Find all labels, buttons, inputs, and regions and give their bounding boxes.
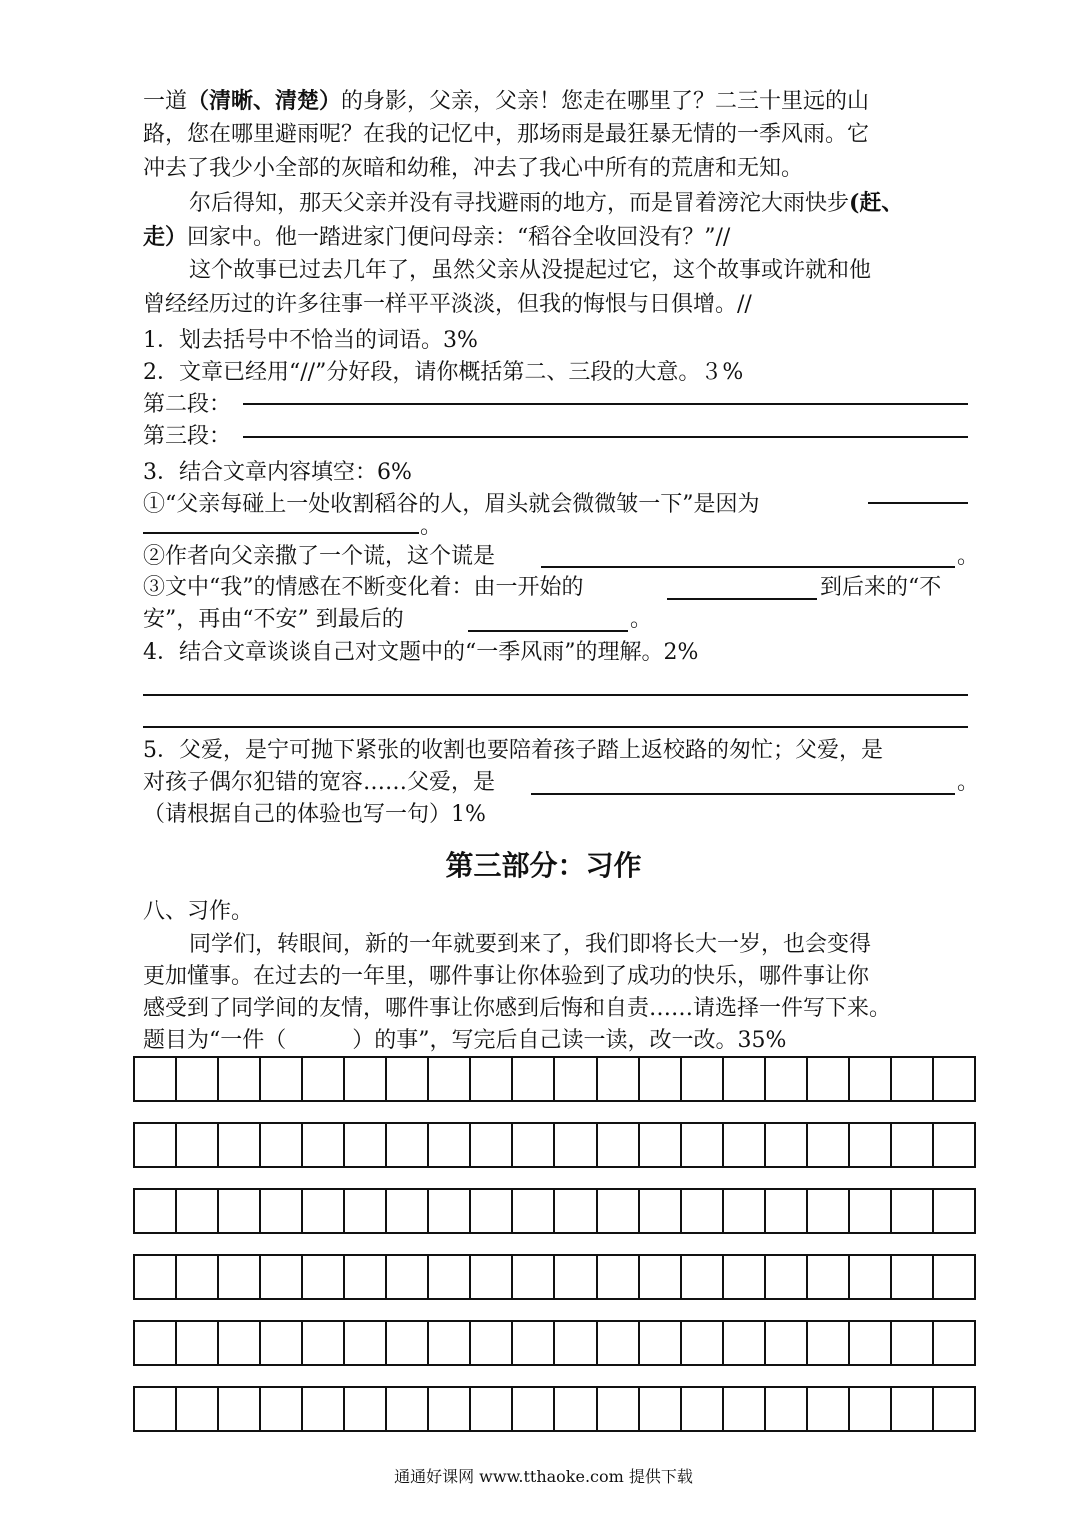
passage-text: 尔后得知，那天父亲并没有寻找避雨的地方，而是冒着滂沱大雨快步 xyxy=(189,191,850,216)
grid-cell[interactable] xyxy=(640,1058,682,1100)
grid-cell[interactable] xyxy=(345,1124,387,1166)
grid-cell[interactable] xyxy=(471,1124,513,1166)
grid-cell[interactable] xyxy=(640,1124,682,1166)
grid-cell[interactable] xyxy=(598,1256,640,1298)
grid-cell[interactable] xyxy=(345,1388,387,1430)
grid-cell[interactable] xyxy=(640,1322,682,1364)
answer-line-q4a[interactable] xyxy=(143,694,968,696)
grid-cell[interactable] xyxy=(598,1124,640,1166)
grid-cell[interactable] xyxy=(808,1388,850,1430)
grid-cell[interactable] xyxy=(640,1388,682,1430)
grid-cell[interactable] xyxy=(177,1124,219,1166)
question-5-line-2: 对孩子偶尔犯错的宽容……父爱，是 xyxy=(143,770,496,795)
grid-cell[interactable] xyxy=(682,1256,724,1298)
grid-cell[interactable] xyxy=(555,1388,597,1430)
grid-row[interactable] xyxy=(133,1386,976,1432)
passage-text: 的身影，父亲，父亲！您走在哪里了？二三十里远的山 xyxy=(341,89,870,114)
grid-cell[interactable] xyxy=(640,1256,682,1298)
grid-cell[interactable] xyxy=(892,1190,934,1232)
essay-heading: 八、习作。 xyxy=(143,899,254,924)
grid-cell[interactable] xyxy=(850,1256,892,1298)
grid-cell[interactable] xyxy=(261,1322,303,1364)
grid-cell[interactable] xyxy=(934,1190,974,1232)
grid-cell[interactable] xyxy=(471,1190,513,1232)
grid-cell[interactable] xyxy=(555,1124,597,1166)
question-3-1: ①“父亲每碰上一处收割稻谷的人，眉头就会微微皱一下”是因为 xyxy=(143,492,760,517)
grid-cell[interactable] xyxy=(724,1190,766,1232)
grid-cell[interactable] xyxy=(345,1058,387,1100)
grid-cell[interactable] xyxy=(682,1388,724,1430)
grid-cell[interactable] xyxy=(429,1388,471,1430)
grid-cell[interactable] xyxy=(724,1388,766,1430)
grid-cell[interactable] xyxy=(177,1256,219,1298)
passage-text: 一道 xyxy=(143,89,188,114)
grid-cell[interactable] xyxy=(261,1388,303,1430)
grid-cell[interactable] xyxy=(429,1124,471,1166)
grid-cell[interactable] xyxy=(640,1190,682,1232)
grid-cell[interactable] xyxy=(766,1256,808,1298)
question-5-line-1: 5．父爱，是宁可抛下紧张的收割也要陪着孩子踏上返校路的匆忙；父爱，是 xyxy=(143,738,883,763)
grid-cell[interactable] xyxy=(303,1124,345,1166)
essay-prompt-line-2: 更加懂事。在过去的一年里，哪件事让你体验到了成功的快乐，哪件事让你 xyxy=(143,964,870,989)
grid-cell[interactable] xyxy=(555,1256,597,1298)
grid-cell[interactable] xyxy=(934,1322,974,1364)
answer-line-q5[interactable] xyxy=(531,793,955,795)
grid-cell[interactable] xyxy=(471,1388,513,1430)
grid-cell[interactable] xyxy=(598,1388,640,1430)
question-5-line-3: （请根据自己的体验也写一句）1% xyxy=(143,802,486,827)
grid-cell[interactable] xyxy=(177,1322,219,1364)
grid-cell[interactable] xyxy=(471,1058,513,1100)
grid-cell[interactable] xyxy=(177,1058,219,1100)
grid-cell[interactable] xyxy=(598,1190,640,1232)
grid-cell[interactable] xyxy=(766,1058,808,1100)
grid-cell[interactable] xyxy=(934,1388,974,1430)
grid-cell[interactable] xyxy=(934,1058,974,1100)
grid-cell[interactable] xyxy=(429,1256,471,1298)
question-1: 1．划去括号中不恰当的词语。3% xyxy=(143,328,478,353)
footer-source: 通通好课网 www.tthaoke.com 提供下载 xyxy=(394,1467,693,1486)
answer-line-seg3[interactable] xyxy=(243,436,968,438)
grid-cell[interactable] xyxy=(345,1190,387,1232)
grid-cell[interactable] xyxy=(135,1124,177,1166)
grid-cell[interactable] xyxy=(808,1058,850,1100)
grid-cell[interactable] xyxy=(429,1058,471,1100)
passage-line-3: 冲去了我少小全部的灰暗和幼稚，冲去了我心中所有的荒唐和无知。 xyxy=(143,156,804,181)
grid-cell[interactable] xyxy=(303,1388,345,1430)
word-choice-bracket: （清晰、清楚） xyxy=(187,88,342,114)
question-2: 2．文章已经用“//”分好段，请你概括第二、三段的大意。３% xyxy=(143,360,744,385)
section-title: 第三部分：习作 xyxy=(445,849,642,882)
question-3-3-c: 安”，再由“不安” 到最后的 xyxy=(143,607,404,632)
grid-cell[interactable] xyxy=(934,1256,974,1298)
grid-cell[interactable] xyxy=(135,1388,177,1430)
grid-cell[interactable] xyxy=(555,1058,597,1100)
essay-prompt-line-4: 题目为“一件（ ）的事”，写完后自己读一读，改一改。35% xyxy=(143,1028,787,1053)
grid-row[interactable] xyxy=(133,1122,976,1168)
grid-cell[interactable] xyxy=(766,1322,808,1364)
question-3-3-a: ③文中“我”的情感在不断变化着：由一开始的 xyxy=(143,575,584,600)
word-choice-bracket: 走） xyxy=(143,224,188,250)
grid-cell[interactable] xyxy=(219,1388,261,1430)
grid-cell[interactable] xyxy=(808,1124,850,1166)
answer-line-q4b[interactable] xyxy=(143,726,968,728)
grid-cell[interactable] xyxy=(682,1124,724,1166)
grid-cell[interactable] xyxy=(682,1190,724,1232)
grid-cell[interactable] xyxy=(850,1322,892,1364)
grid-cell[interactable] xyxy=(598,1322,640,1364)
passage-line-2: 路，您在哪里避雨呢？在我的记忆中，那场雨是最狂暴无情的一季风雨。它 xyxy=(143,122,870,147)
grid-cell[interactable] xyxy=(555,1322,597,1364)
passage-text: 回家中。他一踏进家门便问母亲：“稻谷全收回没有？”// xyxy=(187,225,731,250)
passage-line-7: 曾经经历过的许多往事一样平平淡淡，但我的悔恨与日俱增。// xyxy=(143,292,752,317)
grid-cell[interactable] xyxy=(934,1124,974,1166)
passage-line-4 xyxy=(143,186,1019,221)
grid-cell[interactable] xyxy=(429,1322,471,1364)
grid-row[interactable] xyxy=(133,1056,976,1102)
grid-cell[interactable] xyxy=(682,1322,724,1364)
grid-cell[interactable] xyxy=(345,1256,387,1298)
grid-cell[interactable] xyxy=(429,1190,471,1232)
grid-cell[interactable] xyxy=(766,1388,808,1430)
grid-cell[interactable] xyxy=(135,1256,177,1298)
grid-cell[interactable] xyxy=(387,1388,429,1430)
grid-cell[interactable] xyxy=(513,1256,555,1298)
grid-cell[interactable] xyxy=(471,1256,513,1298)
grid-cell[interactable] xyxy=(303,1256,345,1298)
grid-cell[interactable] xyxy=(724,1124,766,1166)
question-3: 3．结合文章内容填空：6% xyxy=(143,460,412,485)
grid-cell[interactable] xyxy=(261,1124,303,1166)
question-3-2-end: 。 xyxy=(957,544,980,569)
grid-cell[interactable] xyxy=(303,1190,345,1232)
grid-row[interactable] xyxy=(133,1320,976,1366)
answer-line-q3-2[interactable] xyxy=(541,566,955,568)
grid-cell[interactable] xyxy=(766,1190,808,1232)
question-3-3-b: 到后来的“不 xyxy=(820,575,942,600)
question-3-2: ②作者向父亲撒了一个谎，这个谎是 xyxy=(143,544,496,569)
question-2-seg3-label: 第三段： xyxy=(143,424,232,449)
grid-cell[interactable] xyxy=(303,1058,345,1100)
grid-cell[interactable] xyxy=(513,1388,555,1430)
grid-cell[interactable] xyxy=(808,1256,850,1298)
answer-line-seg2[interactable] xyxy=(243,403,968,405)
question-2-seg2-label: 第二段： xyxy=(143,392,232,417)
grid-row[interactable] xyxy=(133,1188,976,1234)
grid-cell[interactable] xyxy=(261,1256,303,1298)
grid-cell[interactable] xyxy=(261,1190,303,1232)
grid-cell[interactable] xyxy=(598,1058,640,1100)
grid-cell[interactable] xyxy=(387,1256,429,1298)
grid-cell[interactable] xyxy=(808,1322,850,1364)
essay-prompt-line-1: 同学们，转眼间，新的一年就要到来了，我们即将长大一岁，也会变得 xyxy=(189,932,872,957)
question-3-3-end: 。 xyxy=(630,607,653,632)
passage-line-5 xyxy=(143,220,973,255)
grid-cell[interactable] xyxy=(850,1388,892,1430)
grid-cell[interactable] xyxy=(724,1058,766,1100)
grid-cell[interactable] xyxy=(513,1190,555,1232)
grid-cell[interactable] xyxy=(724,1256,766,1298)
word-choice-bracket: (赶、 xyxy=(849,190,904,216)
grid-cell[interactable] xyxy=(303,1322,345,1364)
question-4: 4．结合文章谈谈自己对文题中的“一季风雨”的理解。2% xyxy=(143,640,699,665)
grid-cell[interactable] xyxy=(766,1124,808,1166)
grid-cell[interactable] xyxy=(219,1322,261,1364)
grid-cell[interactable] xyxy=(892,1256,934,1298)
grid-cell[interactable] xyxy=(177,1190,219,1232)
grid-cell[interactable] xyxy=(135,1322,177,1364)
question-5-end: 。 xyxy=(957,770,980,795)
grid-row[interactable] xyxy=(133,1254,976,1300)
grid-cell[interactable] xyxy=(387,1322,429,1364)
grid-cell[interactable] xyxy=(219,1058,261,1100)
grid-cell[interactable] xyxy=(219,1190,261,1232)
grid-cell[interactable] xyxy=(471,1322,513,1364)
grid-cell[interactable] xyxy=(513,1322,555,1364)
grid-cell[interactable] xyxy=(345,1322,387,1364)
answer-line-q3-1a[interactable] xyxy=(868,502,968,504)
grid-cell[interactable] xyxy=(387,1058,429,1100)
answer-line-q3-1b[interactable] xyxy=(143,532,419,534)
grid-cell[interactable] xyxy=(513,1124,555,1166)
answer-line-q3-3b[interactable] xyxy=(468,630,628,632)
grid-cell[interactable] xyxy=(682,1058,724,1100)
grid-cell[interactable] xyxy=(219,1124,261,1166)
grid-cell[interactable] xyxy=(177,1388,219,1430)
grid-cell[interactable] xyxy=(892,1124,934,1166)
grid-cell[interactable] xyxy=(387,1124,429,1166)
grid-cell[interactable] xyxy=(850,1124,892,1166)
grid-cell[interactable] xyxy=(892,1322,934,1364)
grid-cell[interactable] xyxy=(261,1058,303,1100)
grid-cell[interactable] xyxy=(892,1388,934,1430)
grid-cell[interactable] xyxy=(219,1256,261,1298)
grid-cell[interactable] xyxy=(387,1190,429,1232)
grid-cell[interactable] xyxy=(808,1190,850,1232)
grid-cell[interactable] xyxy=(135,1190,177,1232)
passage-line-6: 这个故事已过去几年了，虽然父亲从没提起过它，这个故事或许就和他 xyxy=(189,258,872,283)
grid-cell[interactable] xyxy=(850,1190,892,1232)
grid-cell[interactable] xyxy=(892,1058,934,1100)
grid-cell[interactable] xyxy=(555,1190,597,1232)
question-3-1-end: 。 xyxy=(420,514,443,539)
passage-line-1 xyxy=(143,84,973,119)
essay-prompt-line-3: 感受到了同学间的友情，哪件事让你感到后悔和自责……请选择一件写下来。 xyxy=(143,996,892,1021)
grid-cell[interactable] xyxy=(724,1322,766,1364)
answer-line-q3-3a[interactable] xyxy=(667,598,817,600)
grid-cell[interactable] xyxy=(135,1058,177,1100)
grid-cell[interactable] xyxy=(850,1058,892,1100)
grid-cell[interactable] xyxy=(513,1058,555,1100)
